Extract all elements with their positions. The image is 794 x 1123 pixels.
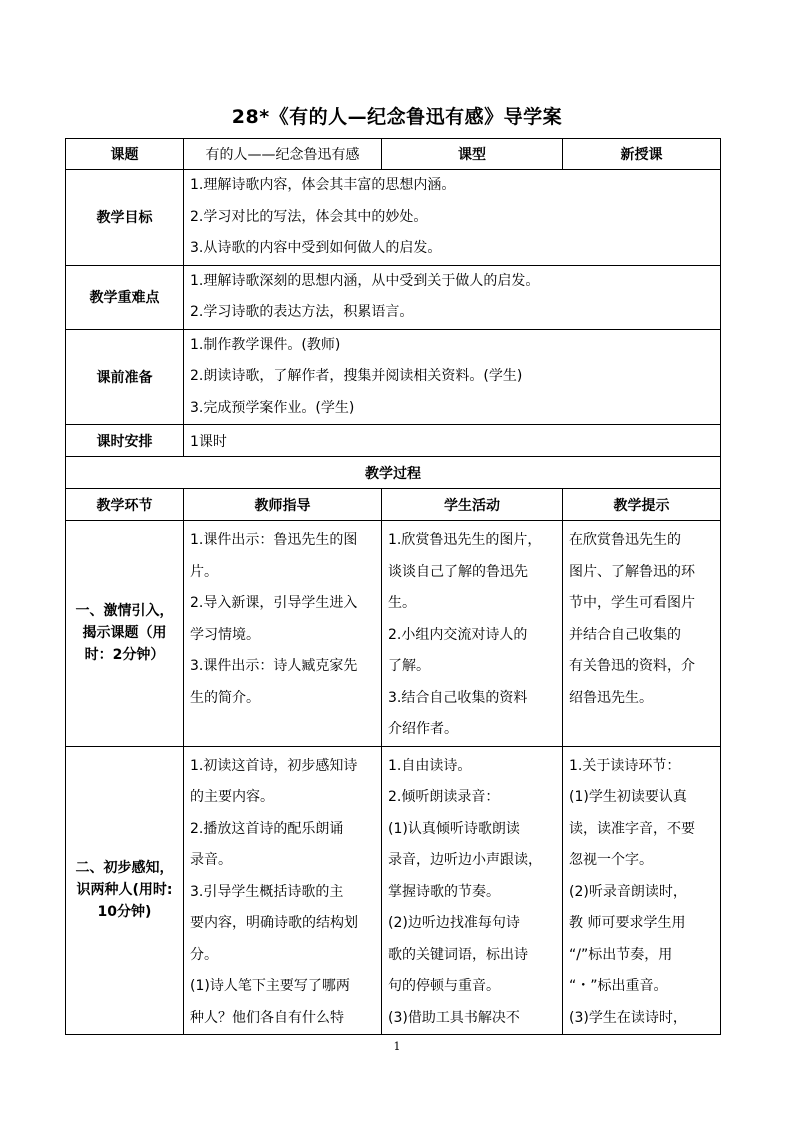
key-point-item: 2.学习诗歌的表达方法，积累语言。 — [190, 304, 414, 320]
stage-name-line: 时：2分钟） — [84, 647, 165, 664]
goals-label: 教学目标 — [66, 170, 184, 266]
document-title: 28*《有的人—纪念鲁迅有感》导学案 — [231, 106, 563, 128]
schedule-value: 1课时 — [184, 425, 721, 457]
tip-line: 1.关于读诗环节： — [569, 757, 681, 774]
prep-item: 3.完成预学案作业。(学生) — [190, 399, 355, 416]
student-line: 1.欣赏鲁迅先生的图片， — [388, 532, 542, 548]
process-title: 教学过程 — [66, 457, 721, 489]
teacher-guidance — [184, 746, 382, 1035]
student-line: 2.倾听朗读录音： — [388, 789, 500, 805]
teacher-line: 3.课件出示：诗人臧克家先 — [190, 658, 358, 674]
prep-item: 2.朗读诗歌，了解作者，搜集并阅读相关资料。(学生) — [190, 368, 523, 384]
tip-line: (1)学生初读要认真 — [569, 789, 687, 805]
stage-name-line: 10分钟) — [97, 904, 152, 921]
teaching-tips — [563, 521, 721, 747]
stage-name-line: 揭示课题（用 — [82, 625, 167, 642]
student-line: 介绍作者。 — [388, 721, 458, 737]
key-points-label: 教学重难点 — [66, 265, 184, 329]
column-header-tips: 教学提示 — [563, 489, 721, 521]
teacher-line: 种人？他们各自有什么特 — [190, 1009, 344, 1026]
column-header-teacher: 教师指导 — [184, 489, 382, 521]
teacher-line: 1.课件出示：鲁迅先生的图 — [190, 532, 358, 548]
teacher-line: (1)诗人笔下主要写了哪两 — [190, 978, 350, 994]
teacher-line: 1.初读这首诗，初步感知诗 — [190, 757, 358, 774]
column-header-student: 学生活动 — [382, 489, 563, 521]
key-points-content — [184, 265, 721, 329]
tip-line: (2)听录音朗读时， — [569, 883, 687, 900]
student-line: 歌的关键词语，标出诗 — [388, 946, 528, 963]
tip-line: (3)学生在读诗时， — [569, 1009, 687, 1026]
tip-line: “/”标出节奏，用 — [569, 946, 673, 963]
tip-line: 教 师可要求学生用 — [569, 915, 686, 931]
student-line: 了解。 — [388, 658, 430, 674]
tip-line: 并结合自己收集的 — [569, 626, 681, 643]
student-line: 句的停顿与重音。 — [388, 978, 500, 994]
stage-name — [66, 746, 184, 1035]
type-value: 新授课 — [563, 139, 721, 170]
stage-name — [66, 521, 184, 747]
student-line: 录音，边听边小声跟读， — [388, 852, 542, 868]
prep-item: 1.制作教学课件。(教师) — [190, 336, 341, 353]
stage-row-2 — [66, 746, 721, 1035]
student-line: 3.结合自己收集的资料 — [388, 689, 528, 706]
tip-line: 在欣赏鲁迅先生的 — [569, 532, 681, 548]
student-line: 2.小组内交流对诗人的 — [388, 626, 528, 643]
lesson-plan-table — [65, 138, 721, 1035]
stage-name-line: 一、激情引入， — [75, 603, 174, 620]
tip-line: 绍鲁迅先生。 — [569, 689, 653, 706]
tip-line: 节中，学生可看图片 — [569, 595, 695, 611]
topic-label: 课题 — [66, 139, 184, 170]
stage-row-1 — [66, 521, 721, 747]
schedule-label: 课时安排 — [66, 425, 184, 457]
student-line: 生。 — [388, 595, 416, 611]
goal-item: 1.理解诗歌内容，体会其丰富的思想内涵。 — [190, 177, 456, 193]
teacher-line: 的主要内容。 — [190, 789, 274, 805]
teacher-line: 录音。 — [190, 852, 232, 868]
teacher-line: 生的简介。 — [190, 689, 260, 706]
student-activity — [382, 746, 563, 1035]
teacher-line: 分。 — [190, 946, 218, 963]
tip-line: 忽视一个字。 — [569, 852, 653, 868]
key-point-item: 1.理解诗歌深刻的思想内涵，从中受到关于做人的启发。 — [190, 272, 540, 289]
tip-line: “・”标出重音。 — [569, 978, 668, 994]
teacher-line: 片。 — [190, 563, 218, 580]
topic-value: 有的人——纪念鲁迅有感 — [184, 139, 382, 170]
teacher-line: 2.播放这首诗的配乐朗诵 — [190, 820, 344, 837]
student-activity — [382, 521, 563, 747]
student-line: 1.自由读诗。 — [388, 757, 472, 774]
teacher-line: 要内容，明确诗歌的结构划 — [190, 915, 358, 931]
student-line: (1)认真倾听诗歌朗读 — [388, 820, 520, 837]
column-header-stage: 教学环节 — [66, 489, 184, 521]
stage-name-line: 识两种人(用时: — [76, 882, 173, 899]
goals-content — [184, 170, 721, 266]
type-label: 课型 — [382, 139, 563, 170]
student-line: 谈谈自己了解的鲁迅先 — [388, 563, 528, 580]
page-number: 1 — [393, 1040, 401, 1053]
student-line: 掌握诗歌的节奏。 — [388, 883, 500, 900]
prep-content — [184, 329, 721, 425]
student-line: (3)借助工具书解决不 — [388, 1009, 520, 1026]
teaching-tips — [563, 746, 721, 1035]
teacher-guidance — [184, 521, 382, 747]
stage-name-line: 二、初步感知， — [75, 860, 174, 877]
tip-line: 图片、了解鲁迅的环 — [569, 563, 695, 580]
student-line: (2)边听边找准每句诗 — [388, 915, 520, 931]
tip-line: 读，读准字音，不要 — [569, 820, 695, 837]
teacher-line: 学习情境。 — [190, 626, 260, 643]
teacher-line: 2.导入新课，引导学生进入 — [190, 595, 358, 611]
goal-item: 2.学习对比的写法，体会其中的妙处。 — [190, 208, 428, 225]
tip-line: 有关鲁迅的资料，介 — [569, 658, 695, 674]
prep-label: 课前准备 — [66, 329, 184, 425]
goal-item: 3.从诗歌的内容中受到如何做人的启发。 — [190, 240, 442, 256]
teacher-line: 3.引导学生概括诗歌的主 — [190, 883, 344, 900]
